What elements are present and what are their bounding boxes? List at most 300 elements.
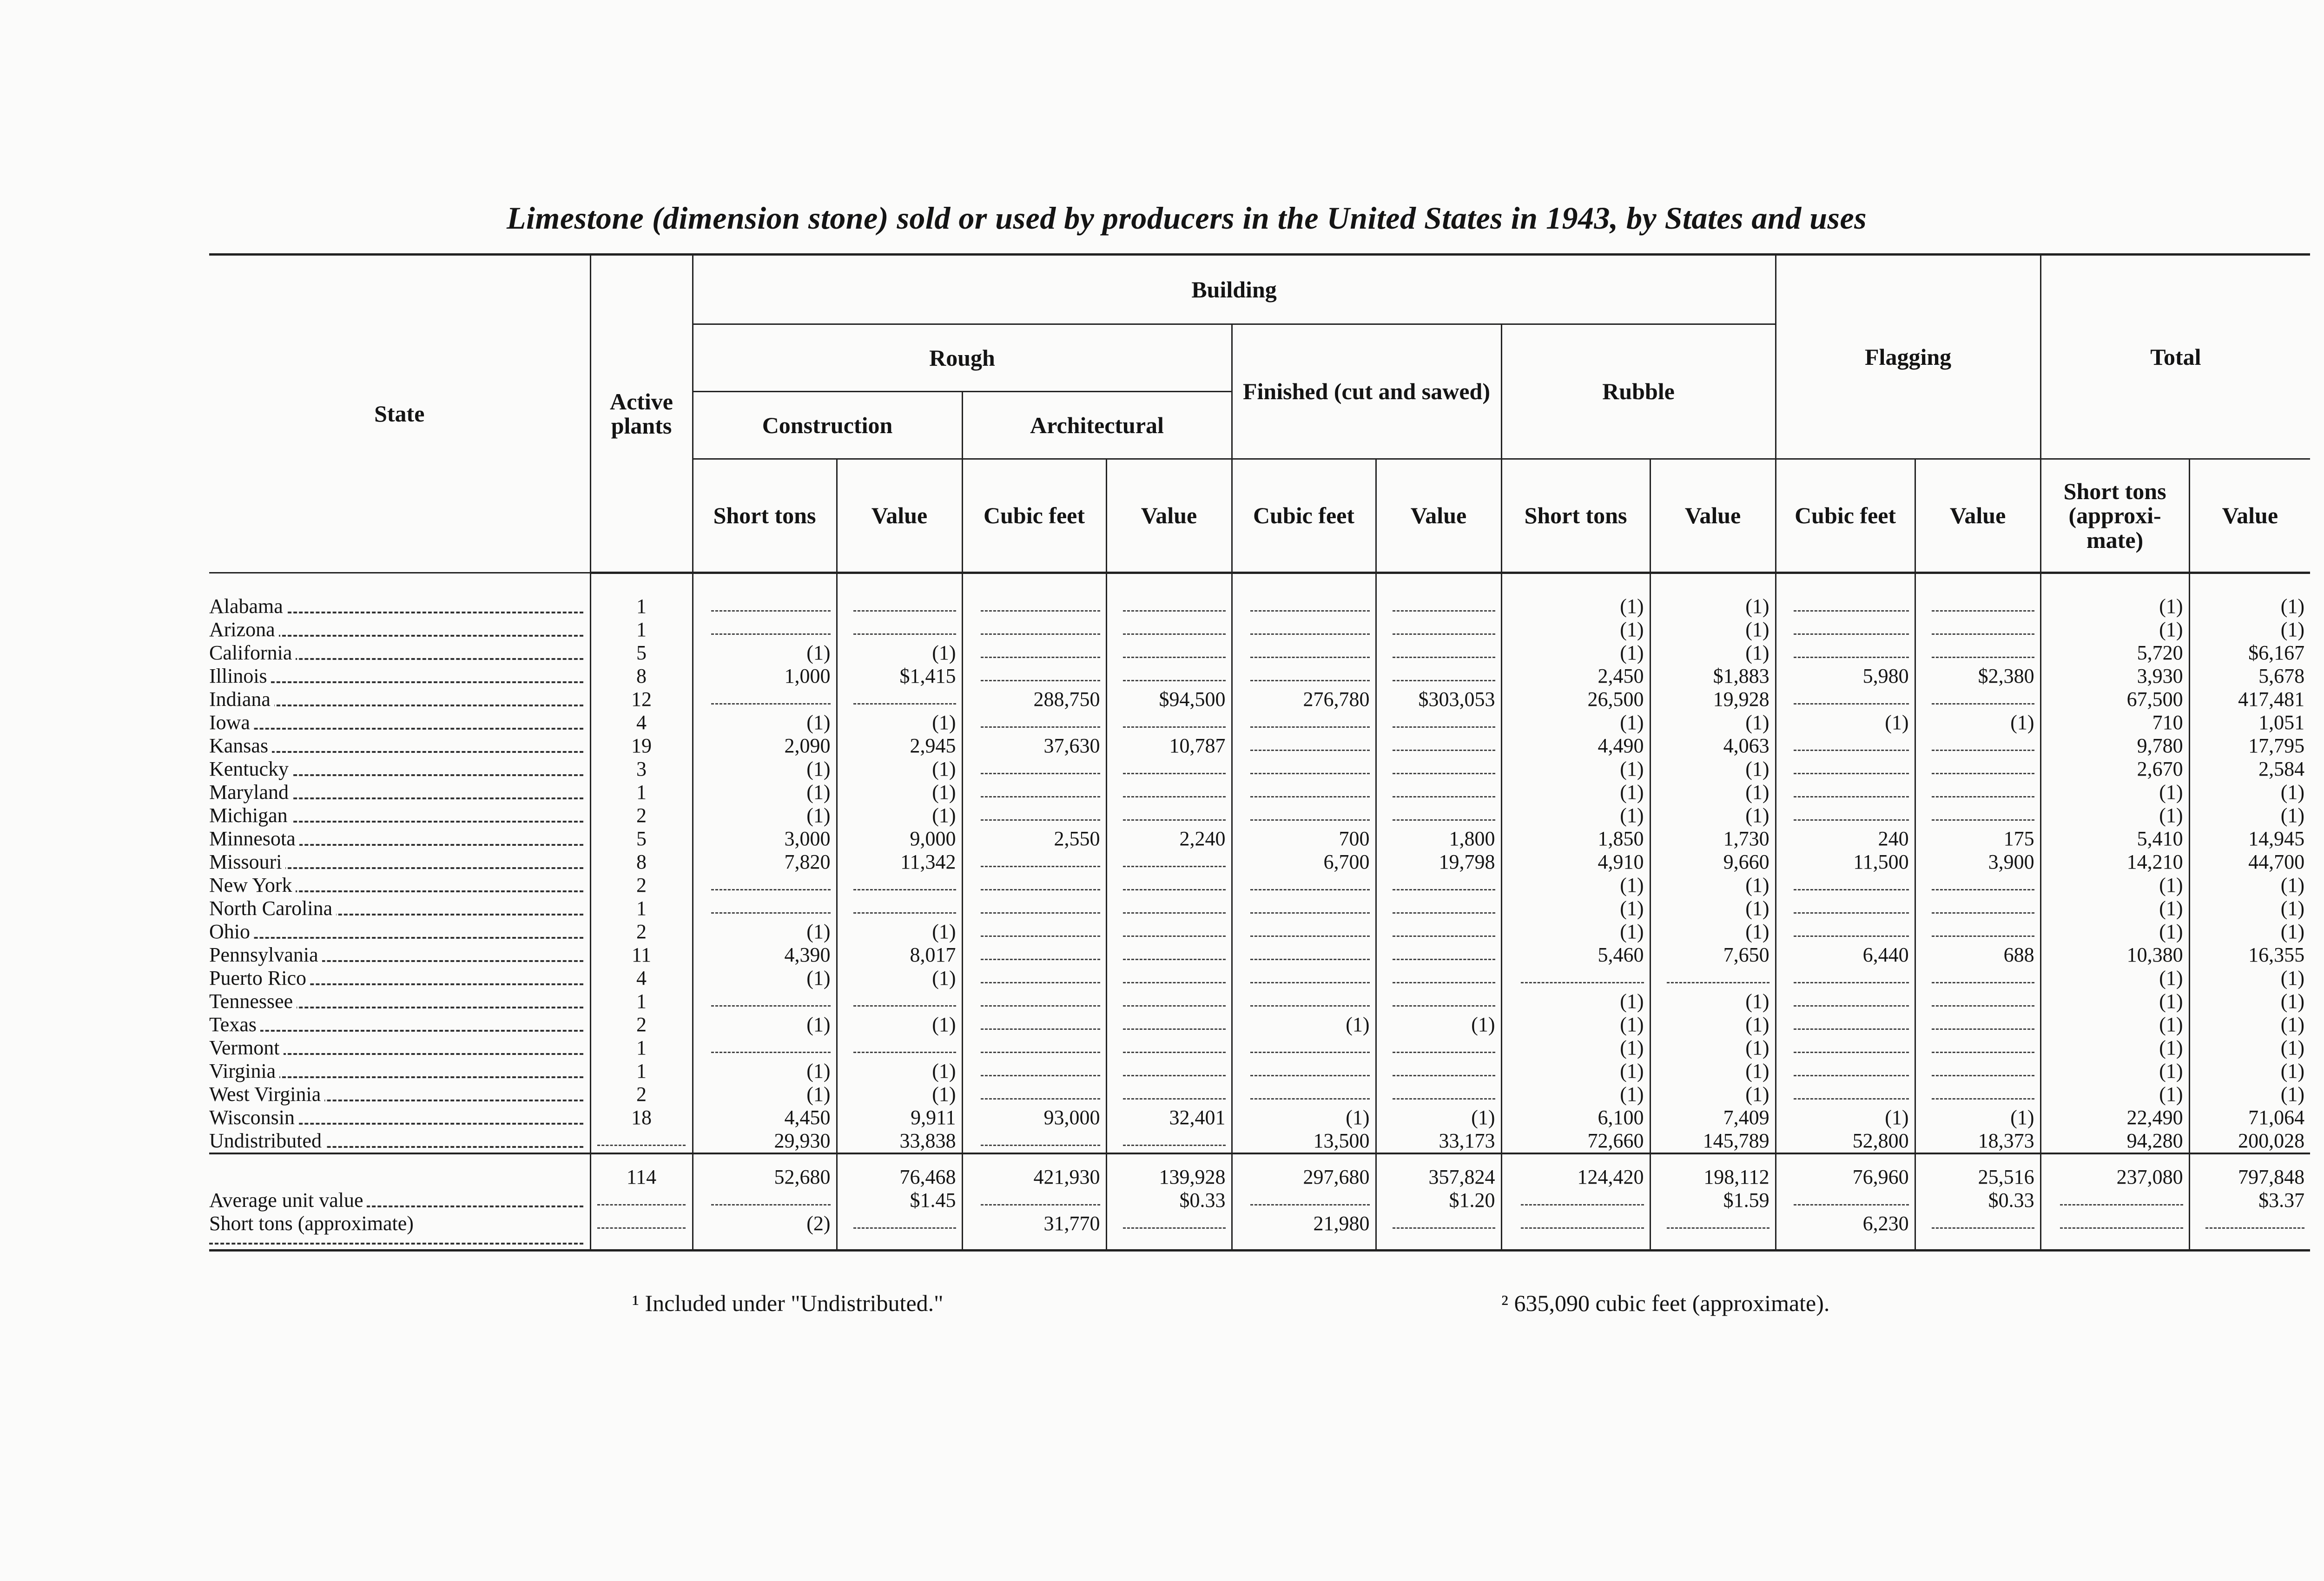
table-cell — [1376, 1060, 1501, 1083]
row-label-cell — [209, 1083, 590, 1106]
table-cell: 297,680 — [1232, 1153, 1376, 1189]
table-cell: (1) — [1232, 1013, 1376, 1036]
table-row — [209, 1129, 2310, 1153]
table-cell: 21,980 — [1232, 1212, 1376, 1251]
row-label: Iowa — [209, 711, 254, 734]
table-cell: (1) — [1501, 804, 1650, 827]
row-label-cell — [209, 641, 590, 665]
table-cell — [1776, 804, 1915, 827]
table-row — [209, 804, 2310, 827]
table-cell — [1915, 781, 2040, 804]
table-cell — [1776, 573, 1915, 619]
row-label: New York — [209, 874, 296, 896]
table-cell: (1) — [2189, 990, 2310, 1013]
table-cell — [962, 618, 1106, 641]
table-cell: (1) — [837, 781, 962, 804]
row-label-cell — [209, 1212, 590, 1251]
table-cell — [1915, 688, 2040, 711]
table-cell — [1915, 1060, 2040, 1083]
active-plants-cell: 1 — [590, 618, 693, 641]
table-cell — [1915, 734, 2040, 758]
row-label: North Carolina — [209, 897, 336, 920]
table-cell: 2,090 — [693, 734, 837, 758]
table-cell — [2189, 1212, 2310, 1251]
table-cell: 5,720 — [2040, 641, 2189, 665]
table-row — [209, 1036, 2310, 1060]
table-cell: (1) — [2189, 874, 2310, 897]
table-cell: 13,500 — [1232, 1129, 1376, 1153]
table-cell — [962, 1189, 1106, 1212]
table-cell: (1) — [693, 1083, 837, 1106]
table-cell: $2,380 — [1915, 665, 2040, 688]
table-cell: 76,468 — [837, 1153, 962, 1189]
table-cell: (1) — [2040, 781, 2189, 804]
table-cell: 2,945 — [837, 734, 962, 758]
table-cell — [693, 688, 837, 711]
table-cell: 710 — [2040, 711, 2189, 734]
table-cell: $0.33 — [1106, 1189, 1232, 1212]
active-plants-cell: 4 — [590, 711, 693, 734]
table-cell — [1376, 804, 1501, 827]
table-row — [209, 665, 2310, 688]
table-cell: (1) — [1650, 920, 1776, 943]
table-cell — [962, 1036, 1106, 1060]
table-cell — [1376, 781, 1501, 804]
column-header: Cubic feet — [1776, 459, 1915, 573]
table-cell: (1) — [1501, 758, 1650, 781]
row-label-cell — [209, 874, 590, 897]
table-cell: 139,928 — [1106, 1153, 1232, 1189]
table-cell: 11,342 — [837, 850, 962, 874]
active-plants-cell: 8 — [590, 850, 693, 874]
table-cell — [1232, 641, 1376, 665]
row-label: Kentucky — [209, 758, 292, 780]
table-cell: (1) — [1650, 874, 1776, 897]
row-label: Maryland — [209, 781, 292, 804]
table-cell — [1106, 897, 1232, 920]
table-cell — [1106, 990, 1232, 1013]
table-cell: (1) — [2189, 967, 2310, 990]
table-cell: $1,415 — [837, 665, 962, 688]
table-cell: (1) — [837, 758, 962, 781]
table-cell: 71,064 — [2189, 1106, 2310, 1129]
table-cell — [1376, 1083, 1501, 1106]
column-header: Value — [2189, 459, 2310, 573]
table-cell — [1650, 967, 1776, 990]
row-label-cell — [209, 804, 590, 827]
table-row — [209, 758, 2310, 781]
table-cell: 4,063 — [1650, 734, 1776, 758]
table-cell — [1232, 1083, 1376, 1106]
row-label-cell — [209, 573, 590, 619]
table-cell — [1501, 967, 1650, 990]
table-cell: (1) — [1501, 874, 1650, 897]
table-cell: 25,516 — [1915, 1153, 2040, 1189]
table-cell: (1) — [2040, 1013, 2189, 1036]
row-label: Indiana — [209, 688, 274, 711]
row-label: Kansas — [209, 734, 272, 757]
header-state: State — [209, 255, 590, 573]
header-rough: Rough — [693, 324, 1232, 392]
table-cell — [1915, 804, 2040, 827]
table-cell: 421,930 — [962, 1153, 1106, 1189]
table-cell: 5,410 — [2040, 827, 2189, 850]
table-cell: (1) — [2040, 990, 2189, 1013]
active-plants-cell: 2 — [590, 1083, 693, 1106]
active-plants-cell: 1 — [590, 1060, 693, 1083]
table-cell: $303,053 — [1376, 688, 1501, 711]
table-cell: 5,460 — [1501, 943, 1650, 967]
table-cell — [1376, 874, 1501, 897]
table-cell: (1) — [1650, 1013, 1776, 1036]
row-label: Undistributed — [209, 1129, 325, 1152]
table-cell: (1) — [2040, 897, 2189, 920]
table-cell: 145,789 — [1650, 1129, 1776, 1153]
table-cell: $6,167 — [2189, 641, 2310, 665]
table-cell: (1) — [2189, 573, 2310, 619]
table-cell — [1776, 1060, 1915, 1083]
table-cell — [1106, 804, 1232, 827]
table-cell — [1915, 897, 2040, 920]
table-cell — [1232, 804, 1376, 827]
table-cell: (1) — [2040, 1083, 2189, 1106]
table-cell — [1376, 897, 1501, 920]
table-cell — [1232, 711, 1376, 734]
table-cell — [1106, 1060, 1232, 1083]
table-cell: (1) — [1501, 897, 1650, 920]
table-cell: (1) — [693, 920, 837, 943]
table-cell — [2040, 1212, 2189, 1251]
table-cell — [837, 688, 962, 711]
table-cell: 2,240 — [1106, 827, 1232, 850]
table-cell: $94,500 — [1106, 688, 1232, 711]
table-row — [209, 711, 2310, 734]
table-cell: (1) — [2040, 920, 2189, 943]
table-row — [209, 734, 2310, 758]
table-cell — [837, 990, 962, 1013]
table-cell: (1) — [837, 711, 962, 734]
active-plants-cell: 18 — [590, 1106, 693, 1129]
active-plants-cell — [590, 1212, 693, 1251]
table-cell — [962, 711, 1106, 734]
row-label: Virginia — [209, 1060, 279, 1082]
table-cell — [693, 874, 837, 897]
table-cell — [1376, 920, 1501, 943]
table-cell: (1) — [837, 1083, 962, 1106]
column-header: Value — [1106, 459, 1232, 573]
table-cell: (1) — [1650, 990, 1776, 1013]
table-row — [209, 618, 2310, 641]
row-label-cell — [209, 1106, 590, 1129]
table-cell — [1232, 618, 1376, 641]
row-label: Wisconsin — [209, 1106, 298, 1129]
table-cell — [1376, 1212, 1501, 1251]
table-cell: (1) — [1915, 1106, 2040, 1129]
table-cell: (1) — [1232, 1106, 1376, 1129]
table-cell: $1.20 — [1376, 1189, 1501, 1212]
table-cell: 94,280 — [2040, 1129, 2189, 1153]
table-cell — [1776, 874, 1915, 897]
table-cell: (1) — [693, 641, 837, 665]
table-cell: (1) — [1650, 573, 1776, 619]
table-cell — [693, 618, 837, 641]
row-label-cell — [209, 1189, 590, 1212]
table-cell: 26,500 — [1501, 688, 1650, 711]
table-cell — [1376, 967, 1501, 990]
table-cell: 1,051 — [2189, 711, 2310, 734]
table-cell — [1915, 1212, 2040, 1251]
table-cell — [1776, 920, 1915, 943]
table-cell — [962, 804, 1106, 827]
table-cell — [1232, 990, 1376, 1013]
table-cell: 6,230 — [1776, 1212, 1915, 1251]
table-cell: 22,490 — [2040, 1106, 2189, 1129]
row-label: Illinois — [209, 665, 271, 687]
table-cell — [2040, 1189, 2189, 1212]
table-cell — [1106, 618, 1232, 641]
footnote-1: ¹ Included under "Undistributed." — [632, 1290, 944, 1316]
table-cell — [962, 758, 1106, 781]
table-cell: (1) — [693, 804, 837, 827]
active-plants-cell: 2 — [590, 804, 693, 827]
table-cell — [1376, 618, 1501, 641]
table-cell: (1) — [1650, 1060, 1776, 1083]
header-finished: Finished (cut and sawed) — [1232, 324, 1501, 459]
table-title: Limestone (dimension stone) sold or used by producers in the United States in 1943, by States and uses — [507, 200, 1867, 236]
table-cell — [962, 781, 1106, 804]
table-cell — [837, 1212, 962, 1251]
active-plants-cell: 3 — [590, 758, 693, 781]
header-architectural: Architectural — [962, 392, 1232, 459]
table-cell: 76,960 — [1776, 1153, 1915, 1189]
table-cell: 9,000 — [837, 827, 962, 850]
table-cell — [1376, 943, 1501, 967]
table-cell — [962, 874, 1106, 897]
column-header: Value — [837, 459, 962, 573]
table-row — [209, 943, 2310, 967]
table-cell — [1776, 734, 1915, 758]
table-cell: (1) — [2189, 1013, 2310, 1036]
active-plants-cell: 2 — [590, 1013, 693, 1036]
table-cell: 18,373 — [1915, 1129, 2040, 1153]
row-label: Puerto Rico — [209, 967, 310, 989]
table-cell: 4,910 — [1501, 850, 1650, 874]
row-label-cell — [209, 897, 590, 920]
table-cell — [1106, 1083, 1232, 1106]
table-cell — [693, 897, 837, 920]
table-cell: (1) — [837, 1013, 962, 1036]
table-cell: 4,450 — [693, 1106, 837, 1129]
header-rubble: Rubble — [1501, 324, 1776, 459]
table-cell — [1232, 1189, 1376, 1212]
active-plants-cell: 11 — [590, 943, 693, 967]
table-cell — [837, 573, 962, 619]
row-label: Vermont — [209, 1036, 284, 1059]
table-cell: 4,390 — [693, 943, 837, 967]
table-cell — [1106, 874, 1232, 897]
table-cell: (1) — [2189, 897, 2310, 920]
table-row — [209, 688, 2310, 711]
table-cell — [1776, 781, 1915, 804]
table-cell: 93,000 — [962, 1106, 1106, 1129]
table-cell — [1776, 990, 1915, 1013]
row-label: Michigan — [209, 804, 291, 827]
table-cell: 288,750 — [962, 688, 1106, 711]
row-label: Ohio — [209, 920, 254, 943]
table-cell: 10,380 — [2040, 943, 2189, 967]
table-cell — [1376, 990, 1501, 1013]
table-cell — [1106, 781, 1232, 804]
row-label: Texas — [209, 1013, 260, 1036]
active-plants-cell: 5 — [590, 641, 693, 665]
active-plants-cell — [590, 1189, 693, 1212]
table-row — [209, 967, 2310, 990]
table-cell: (2) — [693, 1212, 837, 1251]
table-cell — [962, 641, 1106, 665]
table-cell — [837, 897, 962, 920]
table-cell: 417,481 — [2189, 688, 2310, 711]
column-header: Value — [1376, 459, 1501, 573]
table-cell: (1) — [693, 1013, 837, 1036]
table-cell: 1,800 — [1376, 827, 1501, 850]
column-header: Short tons — [1501, 459, 1650, 573]
row-label-cell — [209, 1060, 590, 1083]
table-cell — [837, 618, 962, 641]
table-cell: 6,700 — [1232, 850, 1376, 874]
table-cell: (1) — [1776, 1106, 1915, 1129]
table-cell — [962, 1083, 1106, 1106]
table-cell: 11,500 — [1776, 850, 1915, 874]
row-label: Alabama — [209, 595, 287, 618]
table-cell — [962, 1129, 1106, 1153]
table-cell — [1915, 920, 2040, 943]
table-cell: $0.33 — [1915, 1189, 2040, 1212]
row-label: Short tons (approximate) — [209, 1212, 417, 1235]
table-cell: $1.59 — [1650, 1189, 1776, 1212]
table-cell: $1.45 — [837, 1189, 962, 1212]
row-label: Pennsylvania — [209, 943, 322, 966]
table-cell: (1) — [837, 641, 962, 665]
table-cell — [962, 943, 1106, 967]
table-cell: (1) — [2040, 573, 2189, 619]
table-row — [209, 1060, 2310, 1083]
active-plants-cell: 1 — [590, 1036, 693, 1060]
table-cell — [1106, 943, 1232, 967]
table-cell — [1501, 1189, 1650, 1212]
table-cell: (1) — [2189, 618, 2310, 641]
table-cell: 688 — [1915, 943, 2040, 967]
table-row — [209, 1083, 2310, 1106]
table-cell — [962, 850, 1106, 874]
header-building: Building — [693, 255, 1776, 324]
table-cell — [1915, 990, 2040, 1013]
table-cell — [1232, 967, 1376, 990]
table-cell: 19,798 — [1376, 850, 1501, 874]
table-cell: (1) — [2189, 920, 2310, 943]
table-cell: 1,730 — [1650, 827, 1776, 850]
table-cell: 67,500 — [2040, 688, 2189, 711]
table-cell: (1) — [837, 1060, 962, 1083]
row-label-cell — [209, 1153, 590, 1189]
table-cell: 16,355 — [2189, 943, 2310, 967]
active-plants-cell: 8 — [590, 665, 693, 688]
table-cell: 9,660 — [1650, 850, 1776, 874]
row-label-cell — [209, 850, 590, 874]
table-cell — [1106, 1013, 1232, 1036]
table-cell: (1) — [2040, 967, 2189, 990]
table-cell: 1,850 — [1501, 827, 1650, 850]
column-header: Value — [1915, 459, 2040, 573]
table-row — [209, 1189, 2310, 1212]
table-cell: 6,440 — [1776, 943, 1915, 967]
table-cell — [1106, 665, 1232, 688]
table-cell — [1106, 1129, 1232, 1153]
table-cell: 7,409 — [1650, 1106, 1776, 1129]
table-cell: 4,490 — [1501, 734, 1650, 758]
column-header: Cubic feet — [962, 459, 1106, 573]
active-plants-cell — [590, 1129, 693, 1153]
table-cell: (1) — [1501, 781, 1650, 804]
table-cell: 52,800 — [1776, 1129, 1915, 1153]
row-label-cell — [209, 734, 590, 758]
footnote-2: ² 635,090 cubic feet (approximate). — [1501, 1290, 1830, 1316]
active-plants-cell: 19 — [590, 734, 693, 758]
table-cell: (1) — [1501, 641, 1650, 665]
table-cell — [1776, 688, 1915, 711]
table-cell — [1106, 641, 1232, 665]
table-cell — [1915, 641, 2040, 665]
table-cell: (1) — [1650, 897, 1776, 920]
table-cell: (1) — [693, 1060, 837, 1083]
table-cell — [1106, 1212, 1232, 1251]
table-cell: (1) — [2040, 1036, 2189, 1060]
table-cell: (1) — [1501, 618, 1650, 641]
table-cell: 240 — [1776, 827, 1915, 850]
active-plants-cell: 1 — [590, 897, 693, 920]
header-total: Total — [2040, 255, 2310, 459]
table-cell — [1776, 967, 1915, 990]
table-row — [209, 1106, 2310, 1129]
table-row — [209, 850, 2310, 874]
table-cell: 5,678 — [2189, 665, 2310, 688]
table-row — [209, 1212, 2310, 1251]
table-cell: (1) — [1650, 618, 1776, 641]
table-cell: (1) — [2189, 1083, 2310, 1106]
table-cell — [1106, 1036, 1232, 1060]
table-cell: 797,848 — [2189, 1153, 2310, 1189]
table-cell — [1376, 734, 1501, 758]
table-cell: 33,173 — [1376, 1129, 1501, 1153]
table-cell: (1) — [1776, 711, 1915, 734]
row-label: Tennessee — [209, 990, 297, 1013]
table-cell — [962, 990, 1106, 1013]
table-cell: 700 — [1232, 827, 1376, 850]
table-cell: (1) — [1501, 1036, 1650, 1060]
table-cell: (1) — [2189, 1036, 2310, 1060]
limestone-table — [209, 253, 2310, 1252]
table-cell — [693, 573, 837, 619]
table-row — [209, 874, 2310, 897]
table-cell — [962, 665, 1106, 688]
table-cell: (1) — [2189, 804, 2310, 827]
active-plants-cell: 2 — [590, 874, 693, 897]
table-cell — [1776, 1036, 1915, 1060]
table-cell: (1) — [1650, 1036, 1776, 1060]
row-label: Average unit value — [209, 1189, 367, 1212]
table-cell — [1106, 758, 1232, 781]
table-cell: 1,000 — [693, 665, 837, 688]
table-row — [209, 573, 2310, 619]
